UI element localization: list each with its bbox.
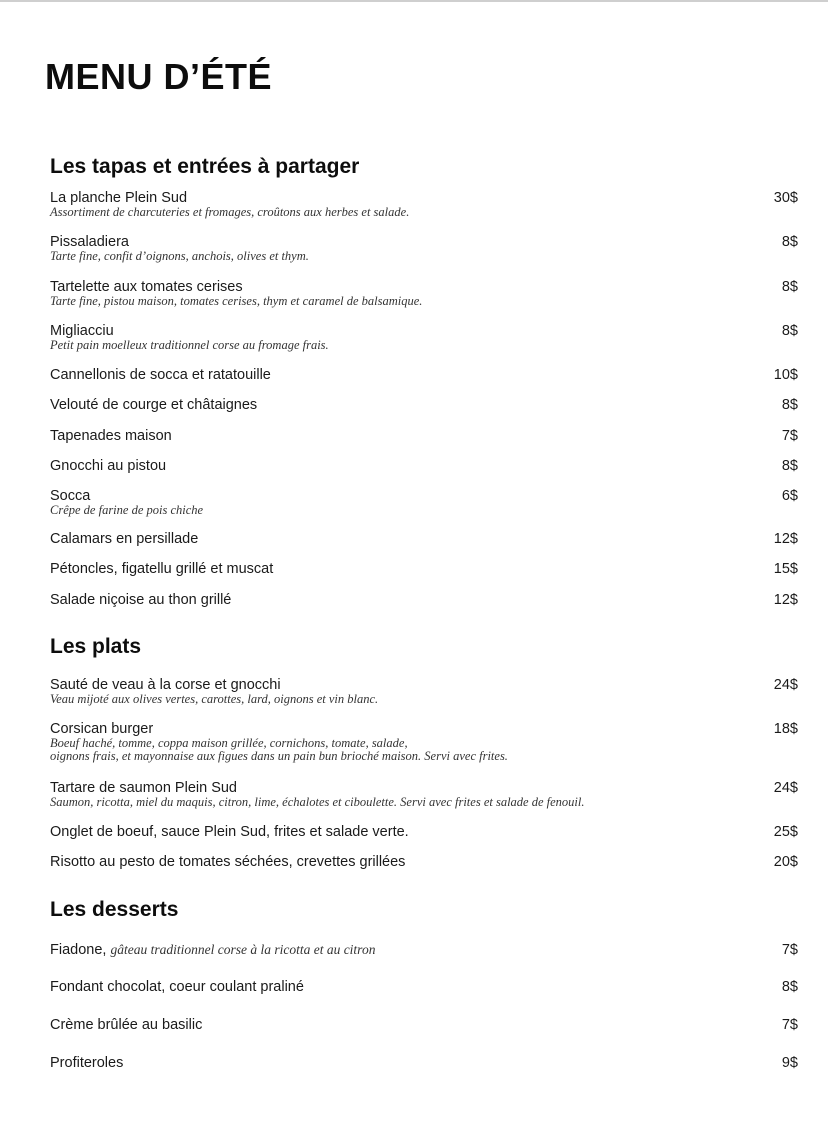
menu-item [50,824,800,840]
menu-item [50,367,800,383]
item-name: Velouté de courge et châtaignes [50,397,258,413]
menu-item [50,592,800,608]
item-description: Assortiment de charcuteries et fromages, croûtons aux herbes et salade. [50,205,410,219]
menu-item [50,561,800,577]
item-price: 24$ [773,780,798,796]
item-description: Crêpe de farine de pois chiche [50,503,204,517]
item-name: Crème brûlée au basilic [50,1017,203,1033]
item-description-line2: oignons frais, et mayonnaise aux figues dans un pain bun brioché maison. Servi avec frites. [50,749,508,763]
item-price: 6$ [781,488,798,504]
item-price: 12$ [773,592,798,608]
item-name: La planche Plein Sud [50,190,188,206]
item-name: Fondant chocolat, coeur coulant praliné [50,979,304,995]
item-inline-description: gâteau traditionnel corse à la ricotta et au citron [110,942,376,957]
menu-item [50,780,800,809]
section-title: Les desserts [50,898,179,921]
menu-item [50,1055,800,1071]
item-description: Tarte fine, confit d’oignons, anchois, olives et thym. [50,249,309,263]
menu-item [50,488,800,517]
item-description: Boeuf haché, tomme, coppa maison grillée, cornichons, tomate, salade, [50,736,408,750]
section-desserts [50,895,800,925]
item-name: Migliacciu [50,323,114,339]
top-border [0,0,828,2]
section-tapas [50,152,800,182]
item-name: Calamars en persillade [50,531,199,547]
item-name: Socca [50,488,91,504]
item-price: 8$ [781,397,798,413]
item-price: 8$ [781,323,798,339]
item-price: 7$ [781,428,798,444]
item-price: 10$ [773,367,798,383]
item-price: 9$ [781,1055,798,1071]
menu-title: MENU D’ÉTÉ [45,56,273,97]
menu-item [50,279,800,308]
item-name: Gnocchi au pistou [50,458,167,474]
item-name-text: Fiadone, [50,942,111,958]
item-description: Veau mijoté aux olives vertes, carottes, lard, oignons et vin blanc. [50,692,379,706]
item-price: 20$ [773,854,798,870]
section-title: Les plats [50,635,142,658]
section-title: Les tapas et entrées à partager [50,155,360,178]
menu-item [50,323,800,352]
item-name: Corsican burger [50,721,154,737]
menu-item [50,942,800,958]
item-name: Salade niçoise au thon grillé [50,592,232,608]
item-name: Tartelette aux tomates cerises [50,279,243,295]
menu-item [50,531,800,547]
item-description: Saumon, ricotta, miel du maquis, citron, lime, échalotes et ciboulette. Servi avec frites et salade de fenouil. [50,795,585,809]
menu-item [50,190,800,219]
item-name: Sauté de veau à la corse et gnocchi [50,677,281,693]
menu-item [50,1017,800,1033]
item-price: 7$ [781,942,798,958]
item-price: 18$ [773,721,798,737]
section-plats [50,632,800,662]
item-name: Cannellonis de socca et ratatouille [50,367,271,383]
item-name: Tartare de saumon Plein Sud [50,780,237,796]
item-name: Risotto au pesto de tomates séchées, crevettes grillées [50,854,406,870]
item-description: Tarte fine, pistou maison, tomates cerises, thym et caramel de balsamique. [50,294,423,308]
item-name: Pissaladiera [50,234,129,250]
item-name: Tapenades maison [50,428,172,444]
item-price: 8$ [781,279,798,295]
menu-item [50,979,800,995]
item-price: 8$ [781,458,798,474]
item-price: 15$ [773,561,798,577]
menu-item [50,677,800,706]
item-name: Pétoncles, figatellu grillé et muscat [50,561,274,577]
item-price: 24$ [773,677,798,693]
menu-item [50,721,800,763]
item-name: Profiteroles [50,1055,124,1071]
item-price: 8$ [781,234,798,250]
menu-item [50,854,800,870]
item-price: 30$ [773,190,798,206]
item-price: 12$ [773,531,798,547]
item-name: Onglet de boeuf, sauce Plein Sud, frites et salade verte. [50,824,409,840]
item-price: 8$ [781,979,798,995]
item-price: 7$ [781,1017,798,1033]
item-name [50,942,798,958]
menu-item [50,234,800,263]
menu-item [50,428,800,444]
menu-item [50,397,800,413]
item-price: 25$ [773,824,798,840]
menu-item [50,458,800,474]
item-description: Petit pain moelleux traditionnel corse au fromage frais. [50,338,329,352]
